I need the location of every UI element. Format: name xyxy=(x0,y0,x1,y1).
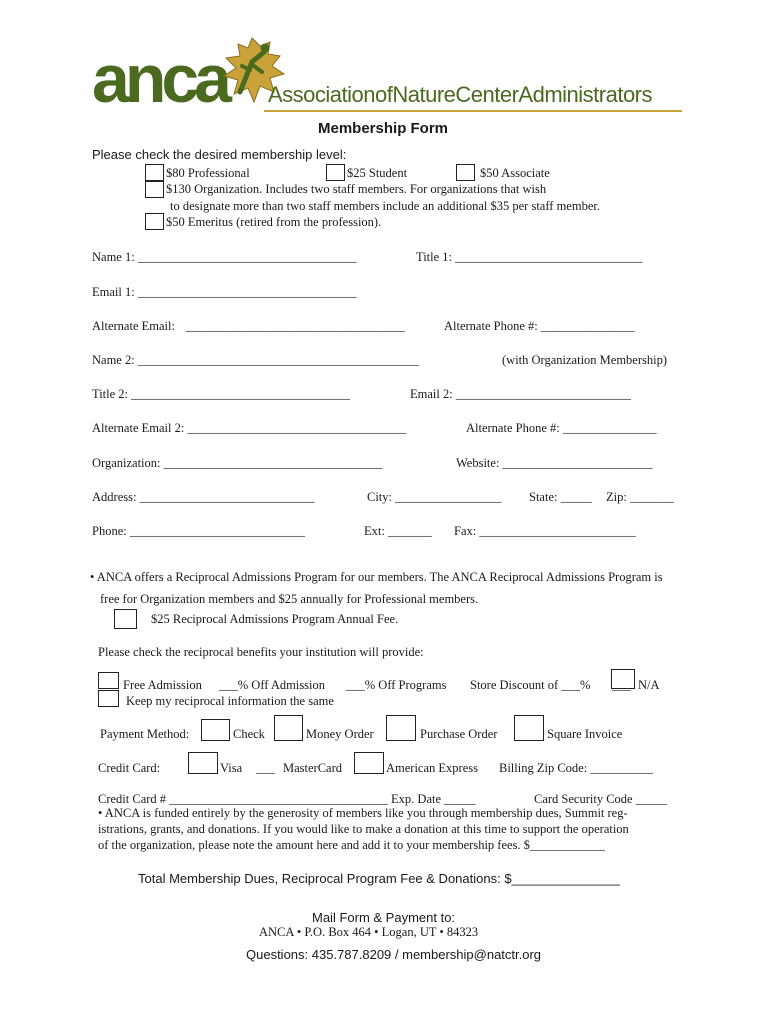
off-programs-field[interactable]: ___% Off Programs xyxy=(346,678,447,692)
fax-field[interactable]: Fax: _________________________ xyxy=(454,524,636,538)
na-label: N/A xyxy=(638,678,660,692)
amex-checkbox[interactable] xyxy=(354,752,384,774)
visa-checkbox[interactable] xyxy=(188,752,218,774)
membership-prompt: Please check the desired membership level: xyxy=(92,147,347,162)
visa-label: Visa xyxy=(220,761,243,775)
reciprocal-fee-checkbox[interactable] xyxy=(114,609,137,629)
money-order-checkbox[interactable] xyxy=(274,715,303,741)
donation-line-1: • ANCA is funded entirely by the generosity of members like you through membership dues, Summit reg- xyxy=(98,806,628,820)
ext-field[interactable]: Ext: _______ xyxy=(364,524,432,538)
total-dues-field[interactable]: Total Membership Dues, Reciprocal Program Fee & Donations: $_______________ xyxy=(138,871,621,886)
city-field[interactable]: City: _________________ xyxy=(367,490,502,504)
credit-card-number-field[interactable]: Credit Card # ___________________________________ Exp. Date _____ xyxy=(98,792,476,806)
associate-checkbox[interactable] xyxy=(456,164,475,181)
emeritus-checkbox[interactable] xyxy=(145,213,164,230)
payment-method-label: Payment Method: xyxy=(100,727,190,741)
organization-label-1: $130 Organization. Includes two staff members. For organizations that wish xyxy=(166,182,547,196)
donation-line-2: istrations, grants, and donations. If you would like to make a donation at this time to support the operation xyxy=(98,822,629,836)
keep-same-checkbox[interactable] xyxy=(98,690,119,707)
mailing-address: ANCA • P.O. Box 464 • Logan, UT • 84323 xyxy=(259,925,479,939)
name2-field[interactable]: Name 2: _____________________________________________ xyxy=(92,353,420,367)
anca-logo xyxy=(92,32,692,117)
organization-name: AssociationofNatureCenterAdministrators xyxy=(268,82,653,107)
amex-label: American Express xyxy=(386,761,478,775)
name1-field[interactable]: Name 1: ___________________________________ xyxy=(92,250,357,264)
form-title: Membership Form xyxy=(318,120,449,137)
zip-field[interactable]: Zip: _______ xyxy=(606,490,674,504)
reciprocal-fee-label: $25 Reciprocal Admissions Program Annual Fee. xyxy=(151,612,399,626)
benefits-prompt: Please check the reciprocal benefits your institution will provide: xyxy=(98,645,424,659)
organization-field[interactable]: Organization: ___________________________________ xyxy=(92,456,383,470)
donation-line-3[interactable]: of the organization, please note the amount here and add it to your membership fees. $____________ xyxy=(98,838,605,852)
email2-field[interactable]: Email 2: ____________________________ xyxy=(410,387,631,401)
alt-phone2-field[interactable]: Alternate Phone #: _______________ xyxy=(466,421,657,435)
name2-note: (with Organization Membership) xyxy=(502,353,668,367)
square-invoice-label: Square Invoice xyxy=(547,727,623,741)
professional-label: $80 Professional xyxy=(166,166,250,180)
mail-to-label: Mail Form & Payment to: xyxy=(312,910,456,925)
phone-field[interactable]: Phone: ____________________________ xyxy=(92,524,305,538)
purchase-order-checkbox[interactable] xyxy=(386,715,416,741)
website-field[interactable]: Website: ________________________ xyxy=(456,456,653,470)
billing-zip-field[interactable]: Billing Zip Code: __________ xyxy=(499,761,653,775)
emeritus-label: $50 Emeritus (retired from the profession). xyxy=(166,215,382,229)
reciprocal-intro-1: • ANCA offers a Reciprocal Admissions Program for our members. The ANCA Reciprocal Admissions Program is xyxy=(90,570,663,584)
alt-email-field[interactable]: ___________________________________ xyxy=(186,319,405,333)
questions-contact: Questions: 435.787.8209 / membership@natctr.org xyxy=(246,947,542,962)
store-discount-field[interactable]: Store Discount of ___% xyxy=(470,678,591,692)
alt-phone1-field[interactable]: Alternate Phone #: _______________ xyxy=(444,319,635,333)
mastercard-label: MasterCard xyxy=(283,761,343,775)
free-admission-label: Free Admission xyxy=(123,678,202,692)
reciprocal-intro-2: free for Organization members and $25 annually for Professional members. xyxy=(100,592,479,606)
title2-field[interactable]: Title 2: ___________________________________ xyxy=(92,387,350,401)
alt-email-label: Alternate Email: xyxy=(92,319,175,333)
address-field[interactable]: Address: ____________________________ xyxy=(92,490,315,504)
check-checkbox[interactable] xyxy=(201,719,230,741)
organization-checkbox[interactable] xyxy=(145,181,164,198)
logo-underline xyxy=(264,110,682,112)
organization-label-2: to designate more than two staff members include an additional $35 per staff member. xyxy=(170,199,600,213)
student-checkbox[interactable] xyxy=(326,164,345,181)
title1-field[interactable]: Title 1: ______________________________ xyxy=(416,250,643,264)
mastercard-blank[interactable]: ___ xyxy=(256,761,275,775)
credit-card-label: Credit Card: xyxy=(98,761,161,775)
alt-email2-field[interactable]: Alternate Email 2: ___________________________________ xyxy=(92,421,407,435)
security-code-field[interactable]: Card Security Code _____ xyxy=(534,792,667,806)
purchase-order-label: Purchase Order xyxy=(420,727,498,741)
state-field[interactable]: State: _____ xyxy=(529,490,592,504)
email1-field[interactable]: Email 1: ___________________________________ xyxy=(92,285,357,299)
keep-same-label: Keep my reciprocal information the same xyxy=(126,694,334,708)
student-label: $25 Student xyxy=(347,166,408,180)
free-admission-checkbox[interactable] xyxy=(98,672,119,689)
na-blank: ___ xyxy=(612,678,631,692)
money-order-label: Money Order xyxy=(306,727,374,741)
logo-wordmark: anca xyxy=(92,41,227,117)
off-admission-field[interactable]: ___% Off Admission xyxy=(219,678,326,692)
professional-checkbox[interactable] xyxy=(145,164,164,181)
square-invoice-checkbox[interactable] xyxy=(514,715,544,741)
check-label: Check xyxy=(233,727,265,741)
associate-label: $50 Associate xyxy=(480,166,550,180)
